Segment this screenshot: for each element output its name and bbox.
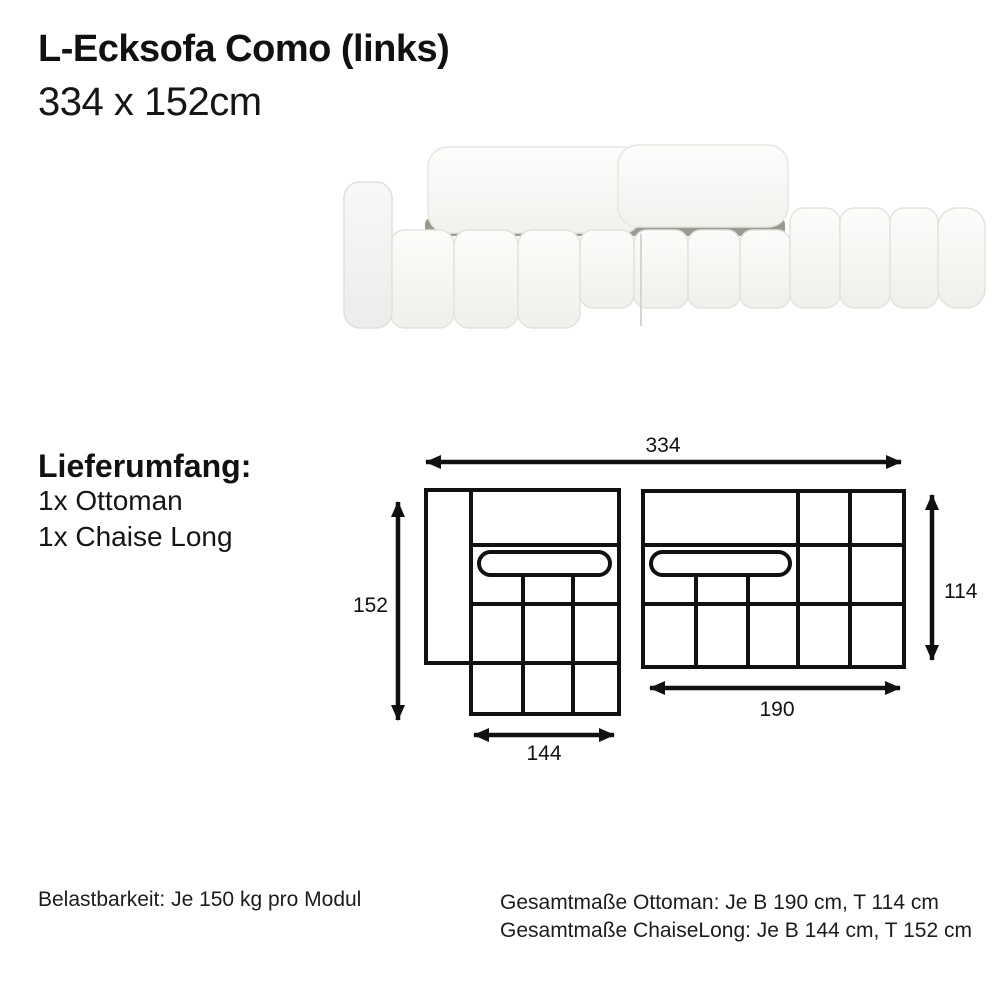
delivery-heading: Lieferumfang: bbox=[38, 448, 252, 484]
sofa-chaise-channel bbox=[518, 230, 580, 328]
dimension-diagram bbox=[340, 420, 1000, 780]
sofa-back-cushion-left bbox=[428, 147, 642, 233]
ottoman-headrest-shape bbox=[651, 552, 790, 575]
overall-dimensions-block bbox=[500, 889, 972, 945]
sofa-armrest bbox=[344, 182, 392, 328]
ottoman-dimensions-text: Gesamtmaße Ottoman: Je B 190 cm, T 114 cm bbox=[500, 891, 939, 914]
page-subtitle: 334 x 152cm bbox=[38, 80, 262, 124]
ottoman-outline bbox=[643, 491, 904, 667]
diagram-ottoman-module bbox=[643, 491, 904, 667]
sofa-seat-channel bbox=[740, 230, 790, 308]
sofa-ottoman-channel bbox=[890, 208, 938, 308]
chaise-dimensions-text: Gesamtmaße ChaiseLong: Je B 144 cm, T 152 cm bbox=[500, 919, 972, 942]
diagram-chaise-long-module bbox=[426, 490, 619, 714]
sofa-chaise-channel bbox=[390, 230, 454, 328]
chaise-depth-label: 152 bbox=[352, 594, 388, 617]
chaise-armrest-outline bbox=[426, 490, 471, 663]
chaise-width-label: 144 bbox=[526, 742, 562, 765]
total-width-label: 334 bbox=[645, 434, 681, 457]
sofa-seat-channel bbox=[688, 230, 740, 308]
ottoman-width-label: 190 bbox=[759, 698, 795, 721]
sofa-back-cushion-right bbox=[618, 145, 788, 227]
page-title: L-Ecksofa Como (links) bbox=[38, 28, 450, 70]
sofa-product-image bbox=[330, 138, 990, 343]
chaise-headrest-shape bbox=[479, 552, 610, 575]
load-capacity-text: Belastbarkeit: Je 150 kg pro Modul bbox=[38, 888, 362, 911]
sofa-chaise-channel bbox=[454, 230, 518, 328]
sofa-ottoman-channel bbox=[840, 208, 890, 308]
sofa-ottoman-channel bbox=[790, 208, 840, 308]
sofa-seat-channel bbox=[634, 230, 688, 308]
sofa-seat-channel bbox=[580, 230, 634, 308]
delivery-item-chaise-long: 1x Chaise Long bbox=[38, 521, 233, 552]
sofa-ottoman-end bbox=[938, 208, 985, 308]
ottoman-depth-label: 114 bbox=[944, 580, 978, 603]
delivery-item-ottoman: 1x Ottoman bbox=[38, 485, 183, 516]
